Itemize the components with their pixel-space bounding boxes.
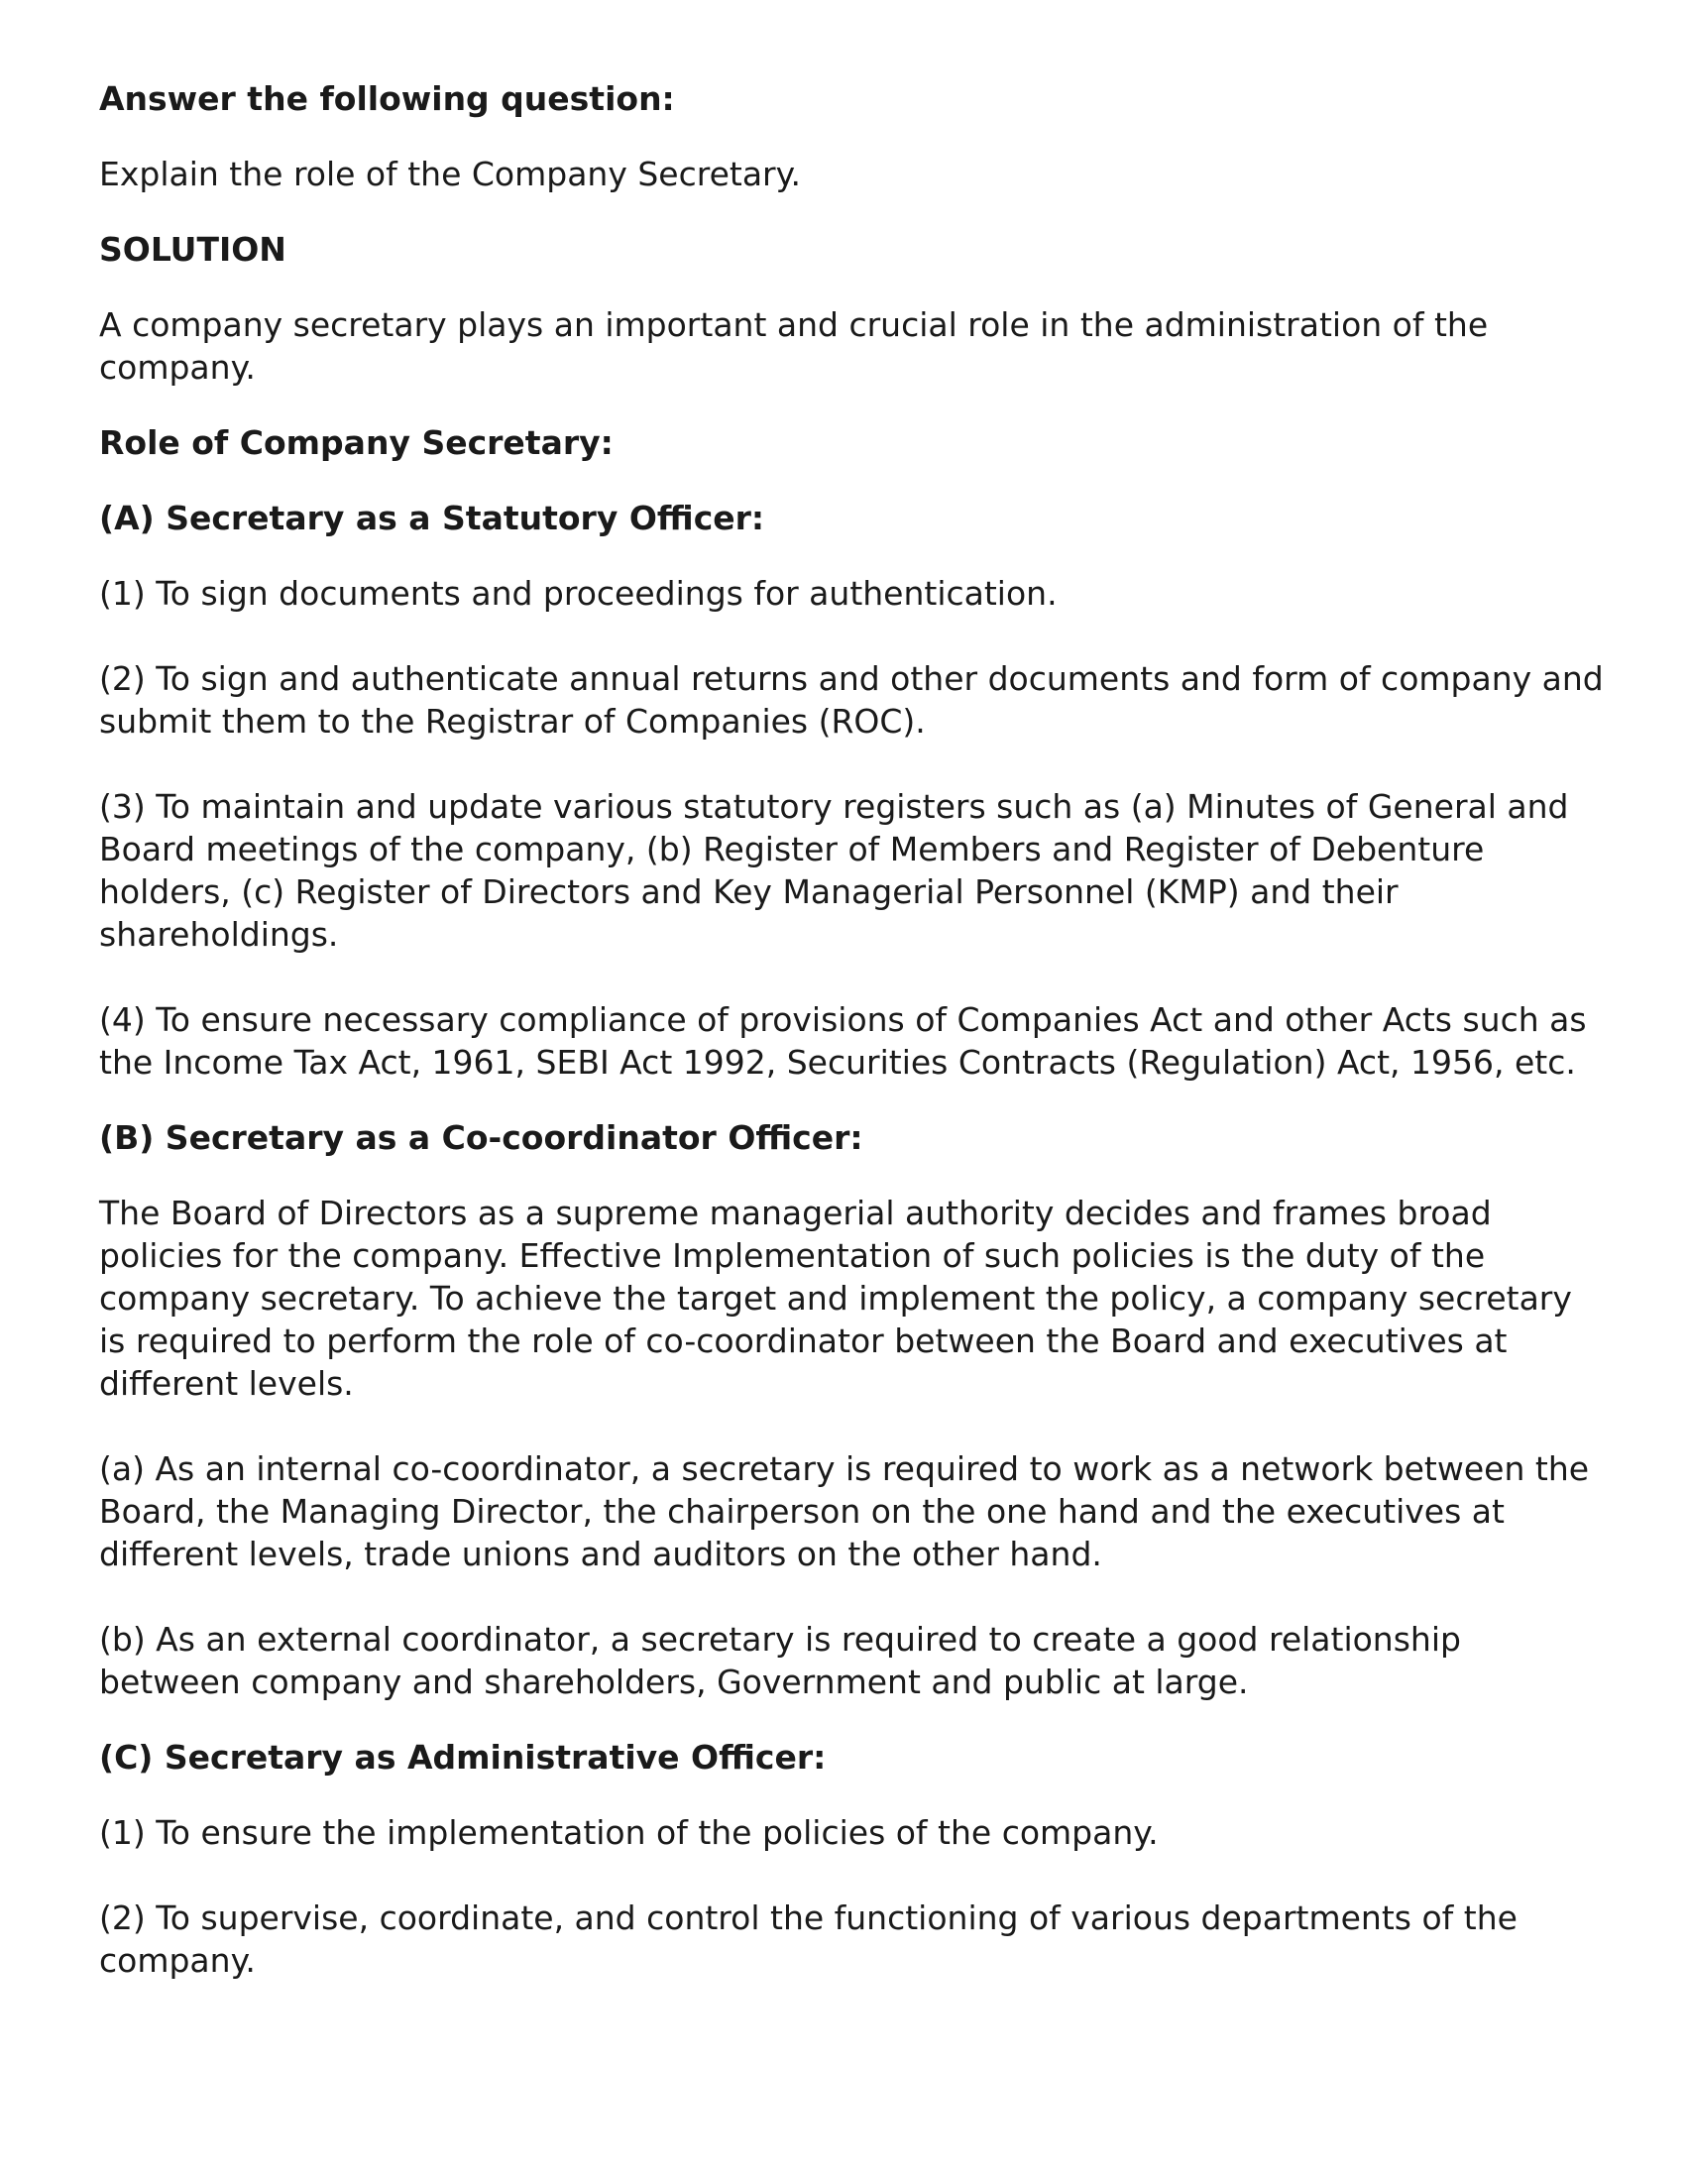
section-c-point-2: (2) To supervise, coordinate, and control the functioning of various departments of the company.	[99, 1898, 1518, 1980]
section-a-point-1: (1) To sign documents and proceedings for authentication.	[99, 574, 1058, 613]
section-c-heading: (C) Secretary as Administrative Officer:	[99, 1738, 827, 1777]
section-b-point-a: (a) As an internal co-coordinator, a secretary is required to work as a network between the Board, the Managing Director, the chairperson on the one hand and the executives at different levels, trade unions and auditors on the other hand.	[99, 1449, 1590, 1573]
question-text: Explain the role of the Company Secretary.	[99, 155, 801, 193]
section-a-point-3: (3) To maintain and update various statutory registers such as (a) Minutes of General and Board meetings of the company, (b) Register of Members and Register of Debenture holders, (c) Register of Directors and Key Managerial Personnel (KMP) and their shareholdings.	[99, 787, 1569, 954]
section-a-point-4: (4) To ensure necessary compliance of provisions of Companies Act and other Acts such as the Income Tax Act, 1961, SEBI Act 1992, Securities Contracts (Regulation) Act, 1956, etc.	[99, 1000, 1587, 1082]
solution-heading: SOLUTION	[99, 230, 286, 269]
section-a-point-2: (2) To sign and authenticate annual returns and other documents and form of company and submit them to the Registrar of Companies (ROC).	[99, 659, 1604, 741]
section-b-paragraph: The Board of Directors as a supreme managerial authority decides and frames broad policies for the company. Effective Implementation of such policies is the duty of the company secretary. To achieve the target and implement the policy, a company secretary is required to perform the role of co-coordinator between the Board and executives at different levels.	[99, 1194, 1572, 1403]
role-heading: Role of Company Secretary:	[99, 423, 614, 462]
section-b-heading: (B) Secretary as a Co-coordinator Officer:	[99, 1118, 863, 1157]
document-page	[99, 77, 1606, 1982]
section-b-point-b: (b) As an external coordinator, a secretary is required to create a good relationship between company and shareholders, Government and public at large.	[99, 1620, 1461, 1701]
intro-paragraph: A company secretary plays an important and crucial role in the administration of the company.	[99, 305, 1489, 387]
section-c-point-1: (1) To ensure the implementation of the policies of the company.	[99, 1813, 1159, 1852]
section-a-heading: (A) Secretary as a Statutory Officer:	[99, 499, 765, 537]
question-heading: Answer the following question:	[99, 79, 675, 118]
